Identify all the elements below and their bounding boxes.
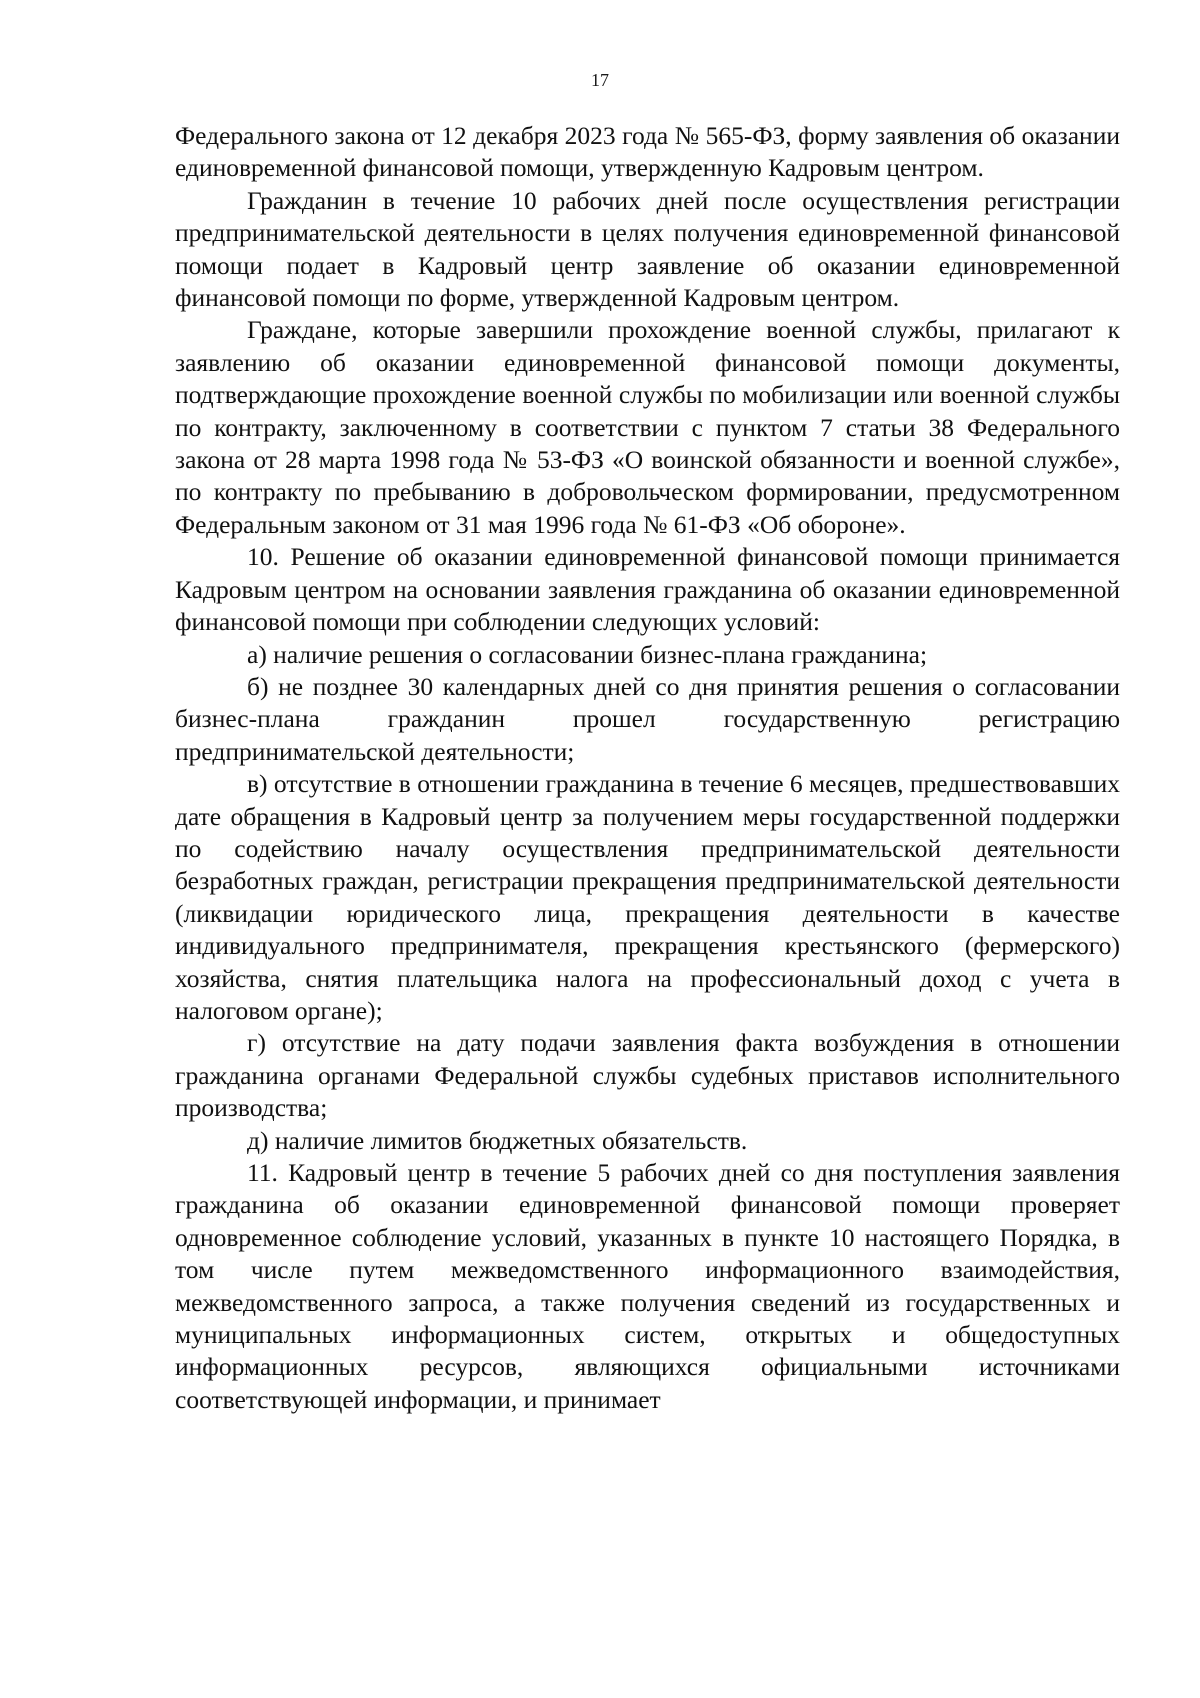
paragraph-condition-v: в) отсутствие в отношении гражданина в течение 6 месяцев, предшествовавших дате обращения в Кадровый центр за получением меры государственной поддержки по содействию началу осуществления предпринимательской деятельности безработных граждан, регистрации прекращения предпринимательской деятельности (ликвидации юридического лица, прекращения деятельности в качестве индивидуального предпринимателя, прекращения крестьянского (фермерского) хозяйства, снятия плательщика налога на профессиональный доход с учета в налоговом органе); bbox=[175, 769, 1121, 1025]
paragraph-military-documents: Граждане, которые завершили прохождение военной службы, прилагают к заявлению об оказании единовременной финансовой помощи документы, подтверждающие прохождение военной службы по мобилизации или военной службы по контракту, заключенному в соответствии с пунктом 7 статьи 38 Федерального закона от 28 марта 1998 года № 53-ФЗ «О воинской обязанности и военной службе», по контракту по пребыванию в добровольческом формировании, предусмотренном Федеральным законом от 31 мая 1996 года № 61-ФЗ «Об обороне». bbox=[175, 315, 1120, 539]
paragraph-condition-d: д) наличие лимитов бюджетных обязательств. bbox=[247, 1125, 748, 1155]
paragraph-condition-a: а) наличие решения о согласовании бизнес-плана гражданина; bbox=[247, 639, 928, 669]
paragraph-condition-g: г) отсутствие на дату подачи заявления факта возбуждения в отношении гражданина органами Федеральной службы судебных приставов исполнительного производства; bbox=[175, 1028, 1120, 1123]
paragraph-item-10: 10. Решение об оказании единовременной финансовой помощи принимается Кадровым центром на основании заявления гражданина об оказании единовременной финансовой помощи при соблюдении следующих условий: bbox=[175, 542, 1120, 637]
page-number: 17 bbox=[591, 70, 609, 90]
paragraph-continuation: Федерального закона от 12 декабря 2023 года № 565-ФЗ, форму заявления об оказании единовременной финансовой помощи, утвержденную Кадровым центром. bbox=[175, 121, 1120, 183]
paragraph-item-11: 11. Кадровый центр в течение 5 рабочих дней со дня поступления заявления гражданина об оказании единовременной финансовой помощи проверяет одновременное соблюдение условий, указанных в пункте 10 настоящего Порядка, в том числе путем межведомственного информационного взаимодействия, межведомственного запроса, а также получения сведений из государственных и муниципальных информационных систем, открытых и общедоступных информационных ресурсов, являющихся официальными источниками соответствующей информации, и принимает bbox=[175, 1158, 1120, 1414]
paragraph-application-submission: Гражданин в течение 10 рабочих дней после осуществления регистрации предпринимательской деятельности в целях получения единовременной финансовой помощи подает в Кадровый центр заявление об оказании единовременной финансовой помощи по форме, утвержденной Кадровым центром. bbox=[175, 185, 1120, 313]
document-body bbox=[175, 120, 1120, 1416]
paragraph-condition-b: б) не позднее 30 календарных дней со дня принятия решения о согласовании бизнес-плана гражданин прошел государственную регистрацию предпринимательской деятельности; bbox=[175, 671, 1120, 766]
